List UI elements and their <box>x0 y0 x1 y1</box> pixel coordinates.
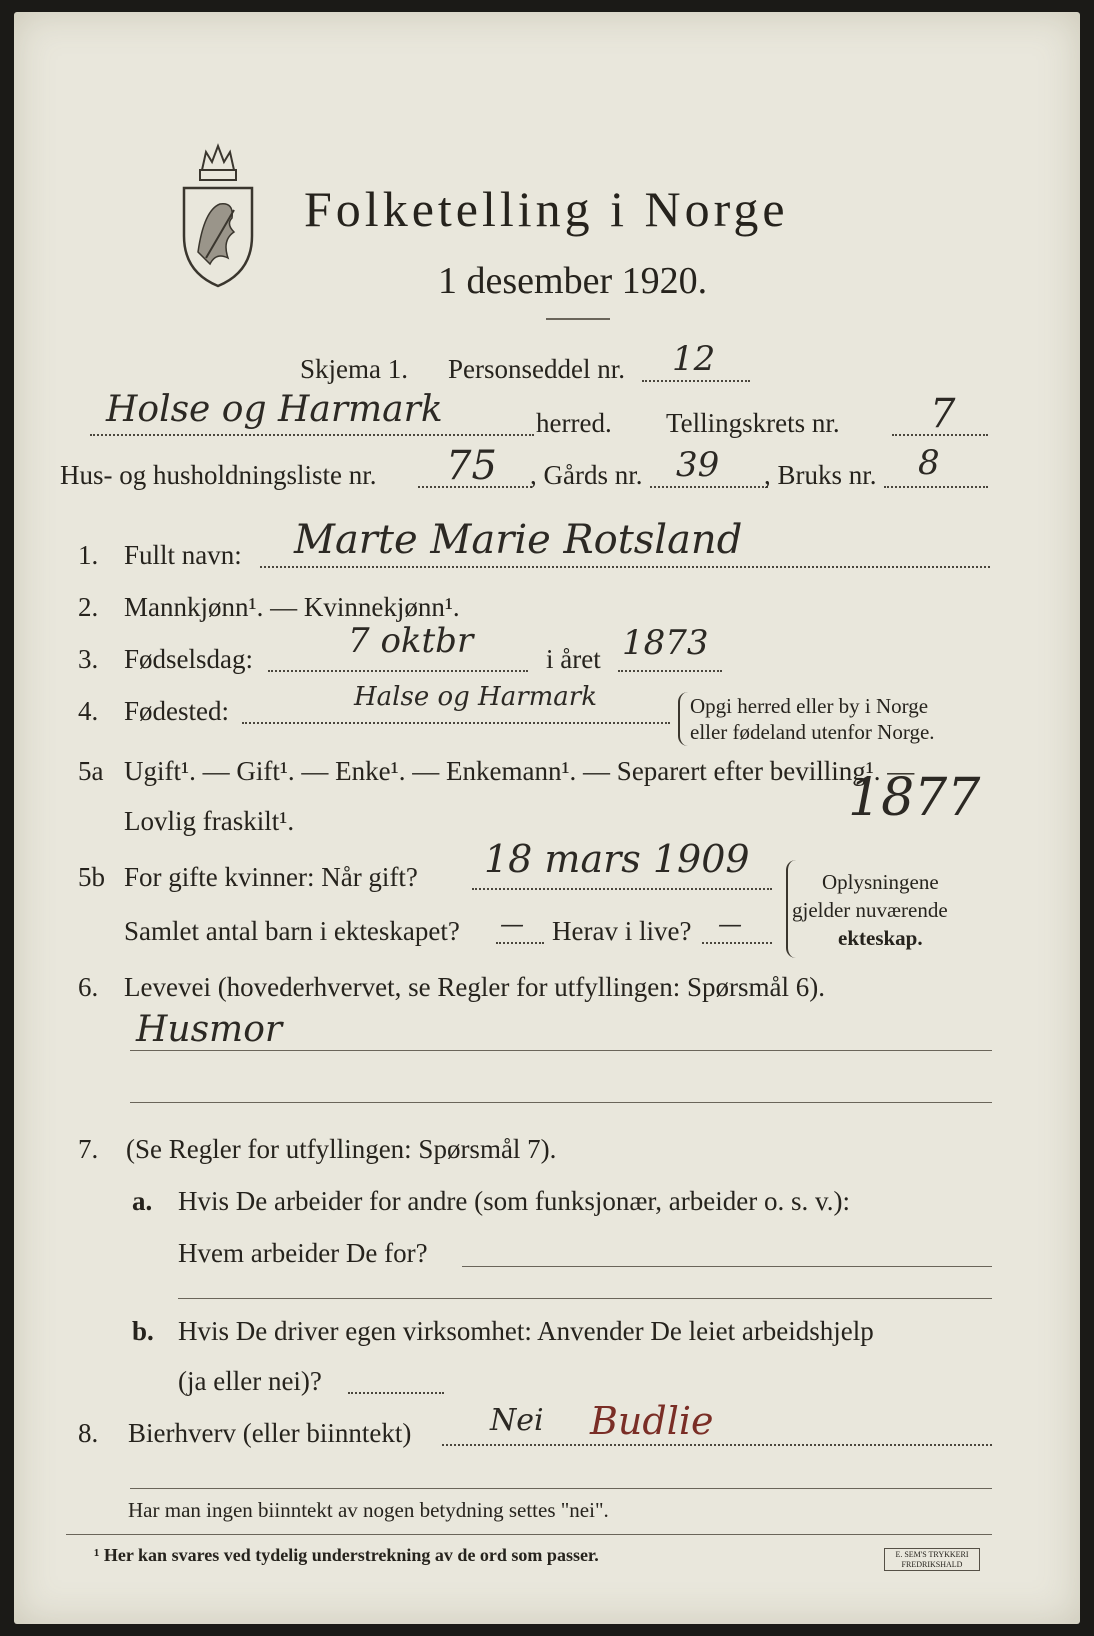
bruks-label: , Bruks nr. <box>764 460 877 490</box>
q8-answer-line <box>442 1444 992 1446</box>
q3-day-value: 7 oktbr <box>348 621 474 661</box>
norwegian-lion-crest-icon <box>176 140 260 290</box>
q4-note-line1: Opgi herred eller by i Norge <box>690 694 929 718</box>
q5b-note-line3: ekteskap. <box>838 926 923 950</box>
q3-day-line <box>268 670 528 672</box>
census-form-page <box>14 12 1080 1624</box>
title-divider <box>546 318 610 320</box>
q8-answer-line-2 <box>130 1488 992 1489</box>
q1-number: 1. <box>78 540 99 570</box>
q5b-label: For gifte kvinner: Når gift? <box>124 862 418 892</box>
q6-value: Husmor <box>136 1009 283 1050</box>
q7-number: 7. <box>78 1134 99 1164</box>
printer-stamp: E. SEM'S TRYKKERI FREDRIKSHALD <box>884 1548 980 1571</box>
bottom-note: Har man ingen biinntekt av nogen betydning settes "nei". <box>128 1498 609 1522</box>
q7b-label: Hvis De driver egen virksomhet: Anvender De leiet arbeidshjelp <box>178 1316 874 1346</box>
q1-line <box>260 566 990 568</box>
q6-answer-line-2 <box>130 1102 992 1103</box>
q5b-ilive-line <box>702 942 772 944</box>
q5a-label2: Lovlig fraskilt¹. <box>124 806 295 836</box>
q5b-barn-value: — <box>500 910 524 938</box>
form-date: 1 desember 1920. <box>438 260 708 302</box>
q5a-number: 5a <box>78 756 104 786</box>
q7b-letter: b. <box>132 1316 154 1346</box>
q5b-note-line1: Oplysningene <box>822 870 939 894</box>
q3-year-line <box>618 670 722 672</box>
q8-number: 8. <box>78 1418 99 1448</box>
q8-value-red: Budlie <box>590 1399 714 1443</box>
q2-label: Mannkjønn¹. — Kvinnekjønn¹. <box>124 592 460 622</box>
skjema-label: Skjema 1. <box>300 354 408 384</box>
q3-year-label: i året <box>546 644 601 674</box>
q5b-note-line2: gjelder nuværende <box>792 898 948 922</box>
q5b-ilive-label: Herav i live? <box>552 916 692 946</box>
q7a-label2: Hvem arbeider De for? <box>178 1238 428 1268</box>
q7a-answer-line-1 <box>462 1266 992 1267</box>
q7-label: (Se Regler for utfyllingen: Spørsmål 7). <box>126 1134 557 1164</box>
personseddel-label: Personseddel nr. <box>448 354 625 384</box>
q6-answer-line-1 <box>130 1050 992 1051</box>
q3-label: Fødselsdag: <box>124 644 254 674</box>
q7a-answer-line-2 <box>178 1298 992 1299</box>
personseddel-line <box>642 380 750 382</box>
q1-value: Marte Marie Rotsland <box>294 517 743 563</box>
q4-note-brace <box>678 692 688 746</box>
q5b-date-value: 18 mars 1909 <box>484 837 750 881</box>
herred-line <box>90 434 534 436</box>
q7b-label2: (ja eller nei)? <box>178 1366 322 1396</box>
q6-number: 6. <box>78 972 99 1002</box>
q7b-answer-line <box>348 1392 444 1394</box>
footnote-divider <box>66 1534 992 1535</box>
q4-line <box>242 722 670 724</box>
bruks-value: 8 <box>918 443 940 483</box>
herred-value: Holse og Harmark <box>106 389 443 430</box>
liste-value: 75 <box>446 443 497 489</box>
q5a-label: Ugift¹. — Gift¹. — Enke¹. — Enkemann¹. — Separert efter bevilling¹. — <box>124 756 915 786</box>
q4-value: Halse og Harmark <box>354 682 597 712</box>
q4-note-line2: eller fødeland utenfor Norge. <box>690 720 935 744</box>
gards-value: 39 <box>676 445 720 485</box>
q5b-number: 5b <box>78 862 105 892</box>
gards-label: , Gårds nr. <box>530 460 643 490</box>
q3-year-value: 1873 <box>622 623 709 663</box>
q3-number: 3. <box>78 644 99 674</box>
liste-label: Hus- og husholdningsliste nr. <box>60 460 377 490</box>
q7a-label: Hvis De arbeider for andre (som funksjonær, arbeider o. s. v.): <box>178 1186 850 1216</box>
q8-label: Bierhverv (eller biinntekt) <box>128 1418 412 1448</box>
tellingskrets-value: 7 <box>930 391 956 437</box>
q5a-margin-value: 1877 <box>848 768 981 828</box>
q4-label: Fødested: <box>124 696 229 726</box>
bruks-line <box>884 486 988 488</box>
q5b-barn-line <box>496 942 544 944</box>
q7a-letter: a. <box>132 1186 153 1216</box>
herred-label: herred. <box>536 408 612 438</box>
q2-number: 2. <box>78 592 99 622</box>
q1-label: Fullt navn: <box>124 540 242 570</box>
tellingskrets-label: Tellingskrets nr. <box>666 408 840 438</box>
gards-line <box>650 486 768 488</box>
personseddel-value: 12 <box>672 339 716 379</box>
footnote: ¹ Her kan svares ved tydelig understrekning av de ord som passer. <box>94 1545 599 1565</box>
q6-label: Levevei (hovederhvervet, se Regler for utfyllingen: Spørsmål 6). <box>124 972 826 1002</box>
q5b-ilive-value: — <box>718 910 742 938</box>
q8-value-black: Nei <box>490 1403 544 1438</box>
form-title: Folketelling i Norge <box>304 181 789 237</box>
q5b-date-line <box>472 888 772 890</box>
q5b-barn-label: Samlet antal barn i ekteskapet? <box>124 916 460 946</box>
q4-number: 4. <box>78 696 99 726</box>
